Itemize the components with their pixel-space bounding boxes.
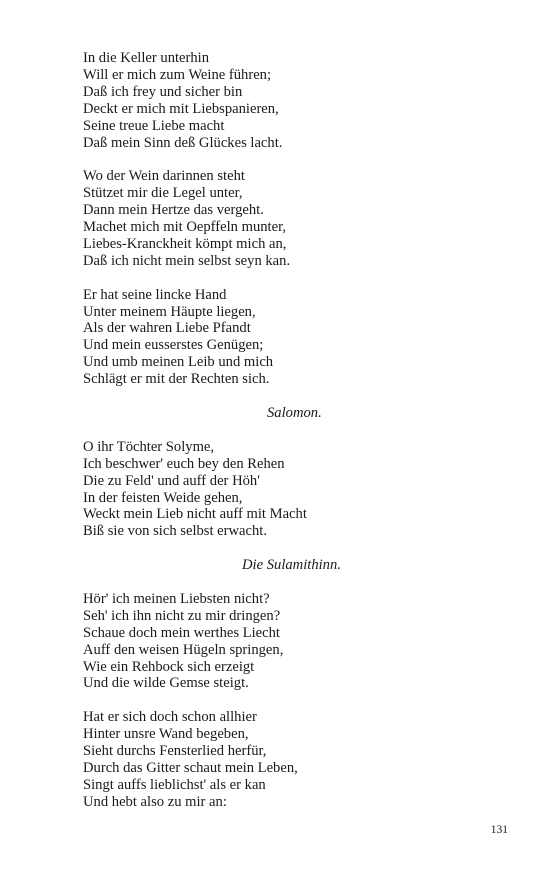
stanza xyxy=(83,50,483,151)
verse-line: Machet mich mit Oepffeln munter, xyxy=(83,219,286,236)
verse-line: Schaue doch mein werthes Liecht xyxy=(83,624,280,641)
verse-line: Und mein eusserstes Genügen; xyxy=(83,337,264,354)
verse-line: Ich beschwer' euch bey den Rehen xyxy=(83,455,285,472)
page-number: 131 xyxy=(490,824,508,836)
verse-line: Und die wilde Gemse steigt. xyxy=(83,675,249,692)
speaker-heading: Salomon. xyxy=(267,404,322,421)
verse-line: Dann mein Hertze das vergeht. xyxy=(83,202,264,219)
verse-line: Will er mich zum Weine führen; xyxy=(83,66,272,83)
verse-line: Wie ein Rehbock sich erzeigt xyxy=(83,658,255,675)
verse-line: Er hat seine lincke Hand xyxy=(83,286,227,303)
verse-line: Und hebt also zu mir an: xyxy=(83,793,227,810)
stanza-gap xyxy=(83,540,483,557)
verse-line: In die Keller unterhin xyxy=(83,50,210,66)
verse-line: Deckt er mich mit Liebspanieren, xyxy=(83,100,279,117)
verse-line: Hinter unsre Wand begeben, xyxy=(83,726,249,743)
verse-line: Auff den weisen Hügeln springen, xyxy=(83,641,284,658)
verse-line: Wo der Wein darinnen steht xyxy=(83,168,245,185)
verse-line: Weckt mein Lieb nicht auff mit Macht xyxy=(83,506,307,523)
verse-line: Liebes-Kranckheit kömpt mich an, xyxy=(83,235,287,252)
stanza-gap xyxy=(83,692,483,709)
verse-line: Biß sie von sich selbst erwacht. xyxy=(83,523,268,540)
stanza xyxy=(83,591,483,692)
stanza-gap xyxy=(83,388,483,405)
verse-line: Singt auffs lieblichst' als er kan xyxy=(83,776,266,793)
verse-line: Seine treue Liebe macht xyxy=(83,117,225,134)
verse-line: Hat er sich doch schon allhier xyxy=(83,709,257,726)
stanza-gap xyxy=(83,422,483,439)
stanza xyxy=(83,709,483,810)
verse-line: Durch das Gitter schaut mein Leben, xyxy=(83,759,298,776)
stanza-gap xyxy=(83,270,483,287)
stanza xyxy=(83,287,483,388)
verse-line: Schlägt er mit der Rechten sich. xyxy=(83,371,270,388)
verse-line: Die zu Feld' und auff der Höh' xyxy=(83,472,260,489)
verse-line: O ihr Töchter Solyme, xyxy=(83,438,215,455)
stanza-gap xyxy=(83,574,483,591)
verse-line: Und umb meinen Leib und mich xyxy=(83,354,274,371)
stanza xyxy=(83,439,483,540)
poem-text xyxy=(83,50,483,811)
verse-line: Sieht durchs Fensterlied herfür, xyxy=(83,743,267,760)
stanza xyxy=(83,168,483,269)
verse-line: Hör' ich meinen Liebsten nicht? xyxy=(83,590,270,607)
verse-line: Stützet mir die Legel unter, xyxy=(83,185,243,202)
verse-line: Unter meinem Häupte liegen, xyxy=(83,303,256,320)
verse-line: Als der wahren Liebe Pfandt xyxy=(83,320,251,337)
verse-line: Seh' ich ihn nicht zu mir dringen? xyxy=(83,607,281,624)
verse-line: Daß ich frey und sicher bin xyxy=(83,83,243,100)
speaker-heading: Die Sulamithinn. xyxy=(242,557,341,574)
verse-line: In der feisten Weide gehen, xyxy=(83,489,243,506)
verse-line: Daß ich nicht mein selbst seyn kan. xyxy=(83,252,291,269)
verse-line: Daß mein Sinn deß Glückes lacht. xyxy=(83,134,283,151)
stanza-gap xyxy=(83,151,483,168)
